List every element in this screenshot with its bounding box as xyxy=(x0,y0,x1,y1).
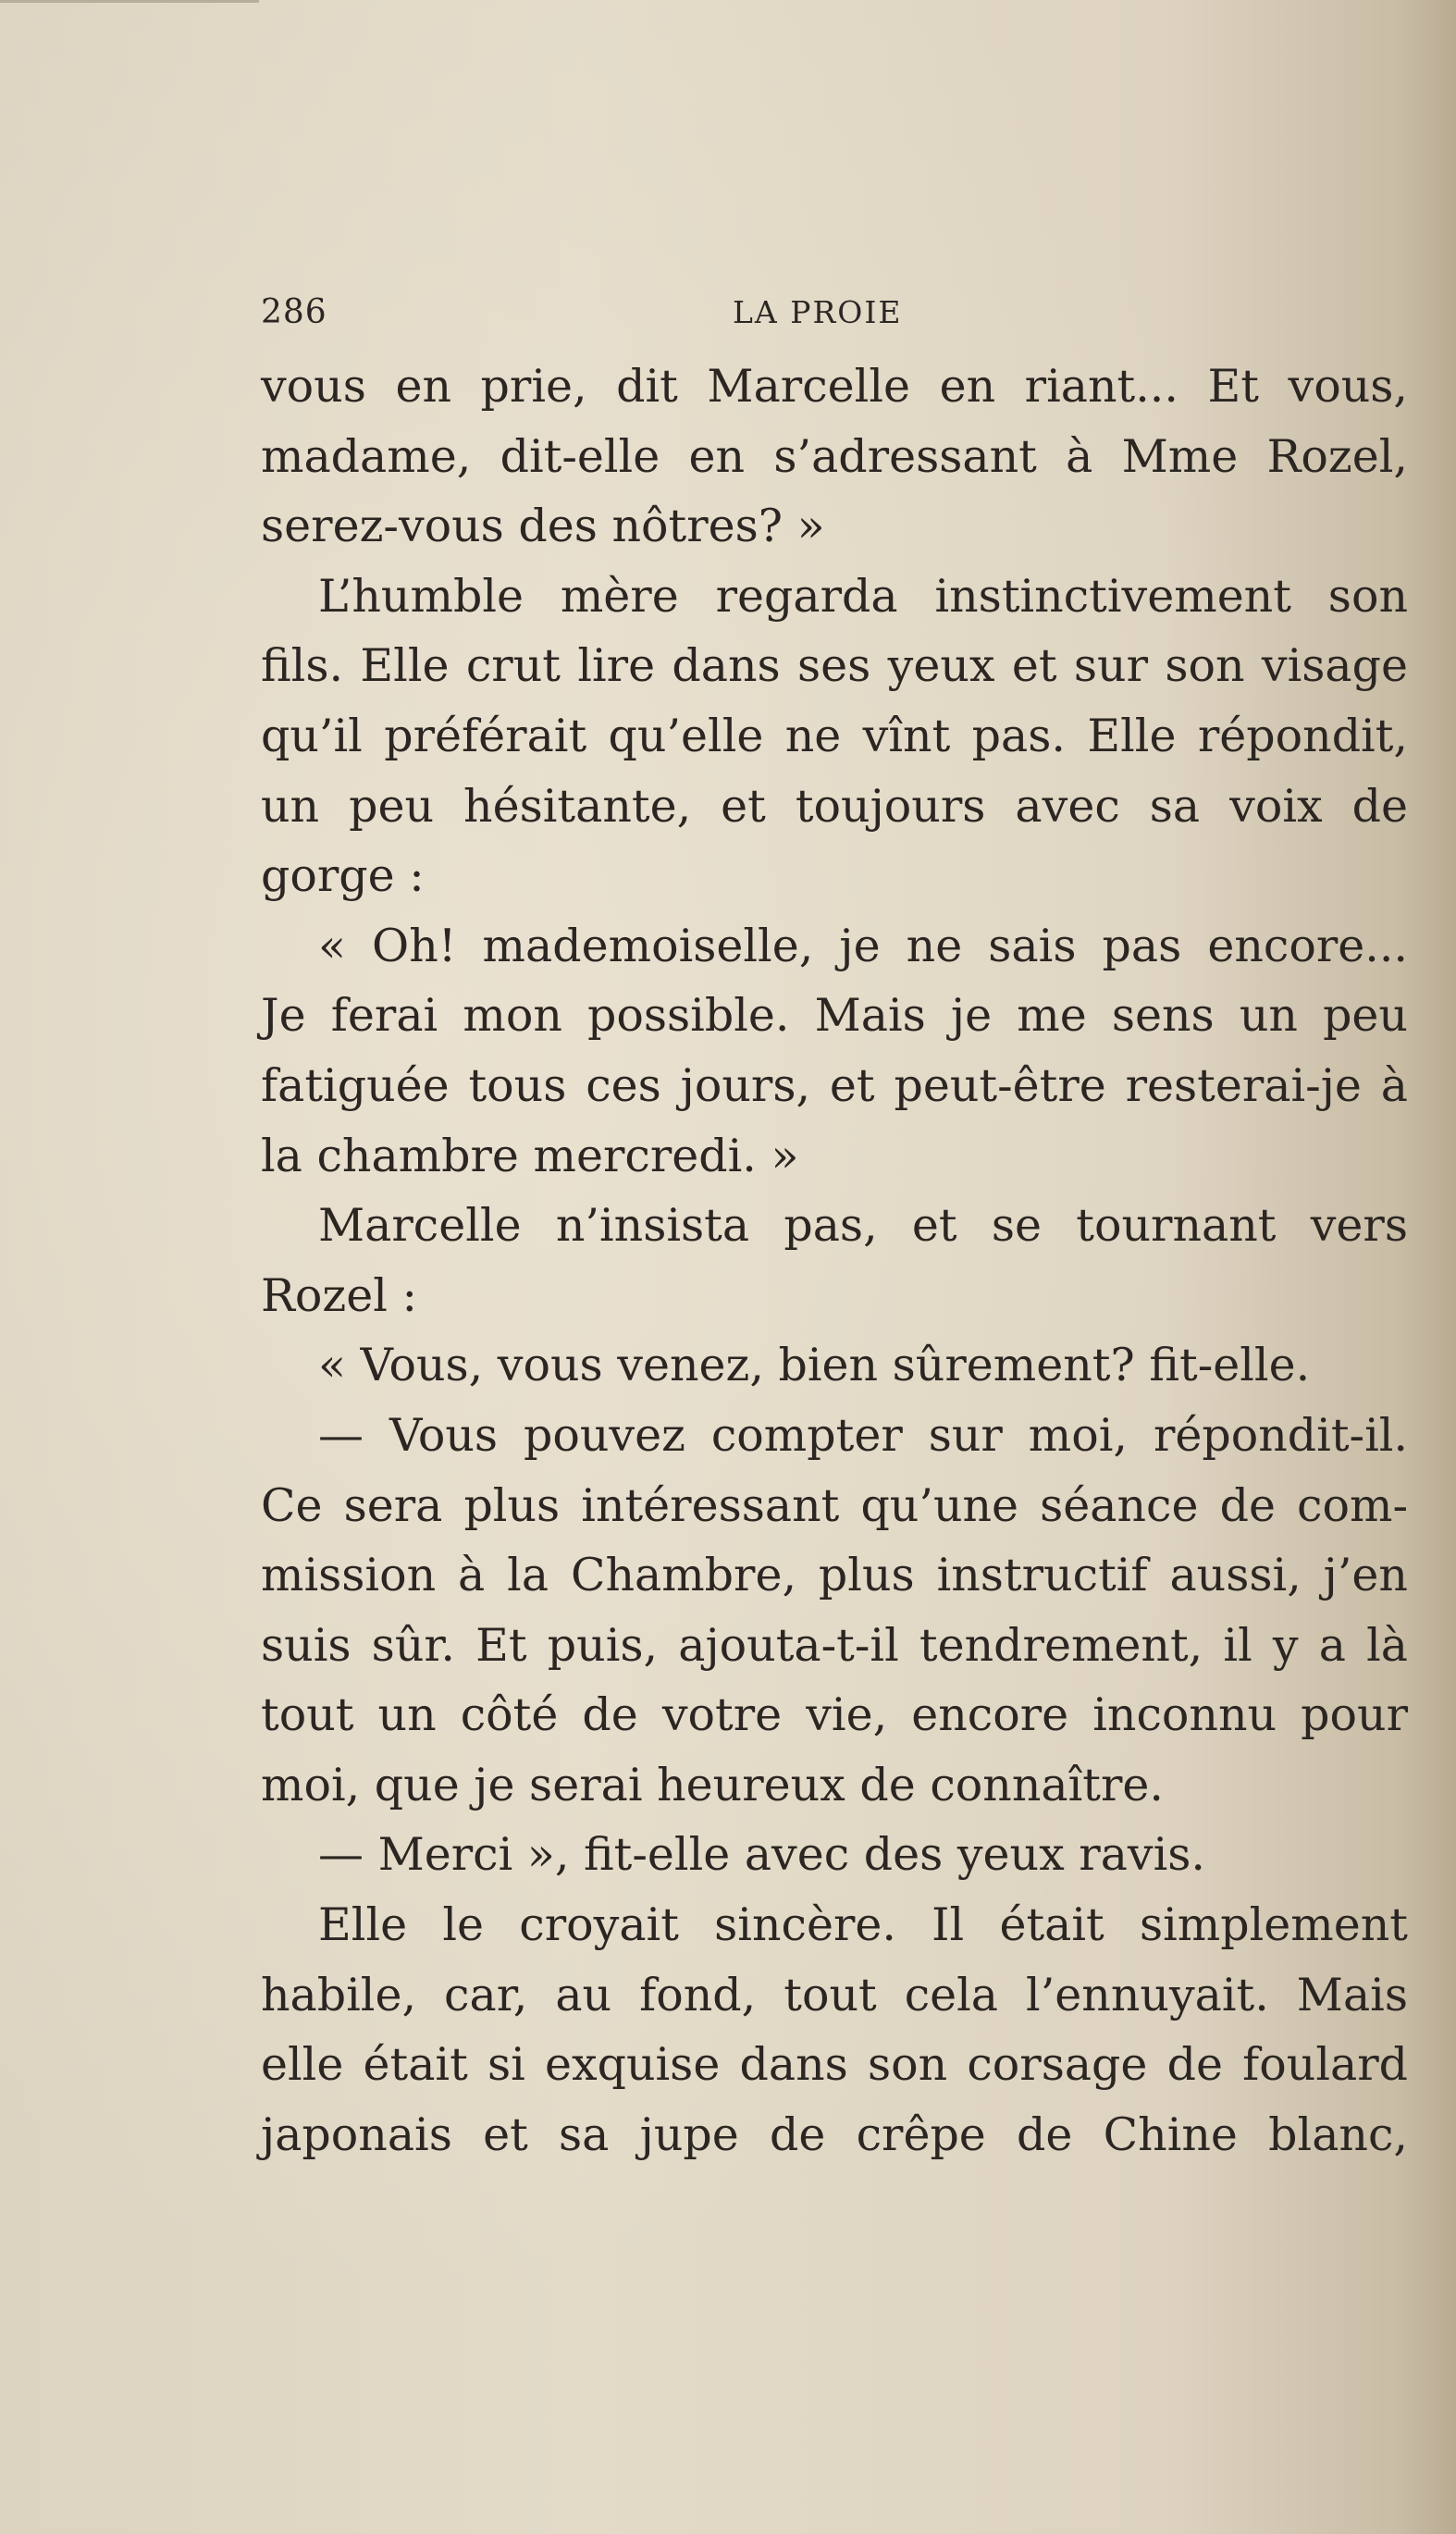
text-line: serez-vous des nôtres? » xyxy=(261,500,825,553)
text-line: L’humble mère regarda instinctivement son xyxy=(318,569,1408,623)
text-line: tout un côté de votre vie, encore inconnu pour xyxy=(261,1688,1408,1742)
text-line: Ce sera plus intéressant qu’une séance de com- xyxy=(261,1478,1408,1532)
text-line: habile, car, au fond, tout cela l’ennuyait. Mais xyxy=(261,1968,1408,2021)
text-line: la chambre mercredi. » xyxy=(261,1129,799,1182)
text-line: qu’il préférait qu’elle ne vînt pas. Elle répondit, xyxy=(261,709,1408,762)
text-line: « Oh! mademoiselle, je ne sais pas encore... xyxy=(318,919,1408,972)
text-line: elle était si exquise dans son corsage de foulard xyxy=(261,2038,1408,2092)
text-line: Je ferai mon possible. Mais je me sens un peu xyxy=(261,989,1408,1043)
text-line: — Merci », fit-elle avec des yeux ravis. xyxy=(318,1828,1205,1882)
body-text xyxy=(261,352,1408,2169)
text-line: un peu hésitante, et toujours avec sa voix de xyxy=(261,779,1408,833)
text-line: moi, que je serai heureux de connaître. xyxy=(261,1758,1164,1811)
page-number: 286 xyxy=(261,293,327,331)
text-line: « Vous, vous venez, bien sûrement? fit-elle. xyxy=(318,1339,1311,1392)
text-line: suis sûr. Et puis, ajouta-t-il tendrement, il y a là xyxy=(261,1618,1408,1672)
text-line: — Vous pouvez compter sur moi, répondit-il. xyxy=(318,1408,1408,1462)
text-line: madame, dit-elle en s’adressant à Mme Rozel, xyxy=(261,429,1408,483)
text-line: fils. Elle crut lire dans ses yeux et sur son visage xyxy=(261,639,1408,693)
top-edge-rule xyxy=(0,0,259,3)
text-line: vous en prie, dit Marcelle en riant... Et vous, xyxy=(261,360,1408,413)
text-line: gorge : xyxy=(261,849,425,903)
text-line: fatiguée tous ces jours, et peut-être resterai-je à xyxy=(261,1058,1408,1112)
text-line: japonais et sa jupe de crêpe de Chine blanc, xyxy=(261,2108,1408,2161)
text-line: Marcelle n’insista pas, et se tournant vers xyxy=(318,1199,1408,1253)
page-header xyxy=(261,285,1408,340)
text-line: mission à la Chambre, plus instructif aussi, j’en xyxy=(261,1549,1408,1602)
text-line: Elle le croyait sincère. Il était simplement xyxy=(318,1898,1408,1952)
text-line: Rozel : xyxy=(261,1268,417,1322)
running-title: LA PROIE xyxy=(733,294,903,330)
